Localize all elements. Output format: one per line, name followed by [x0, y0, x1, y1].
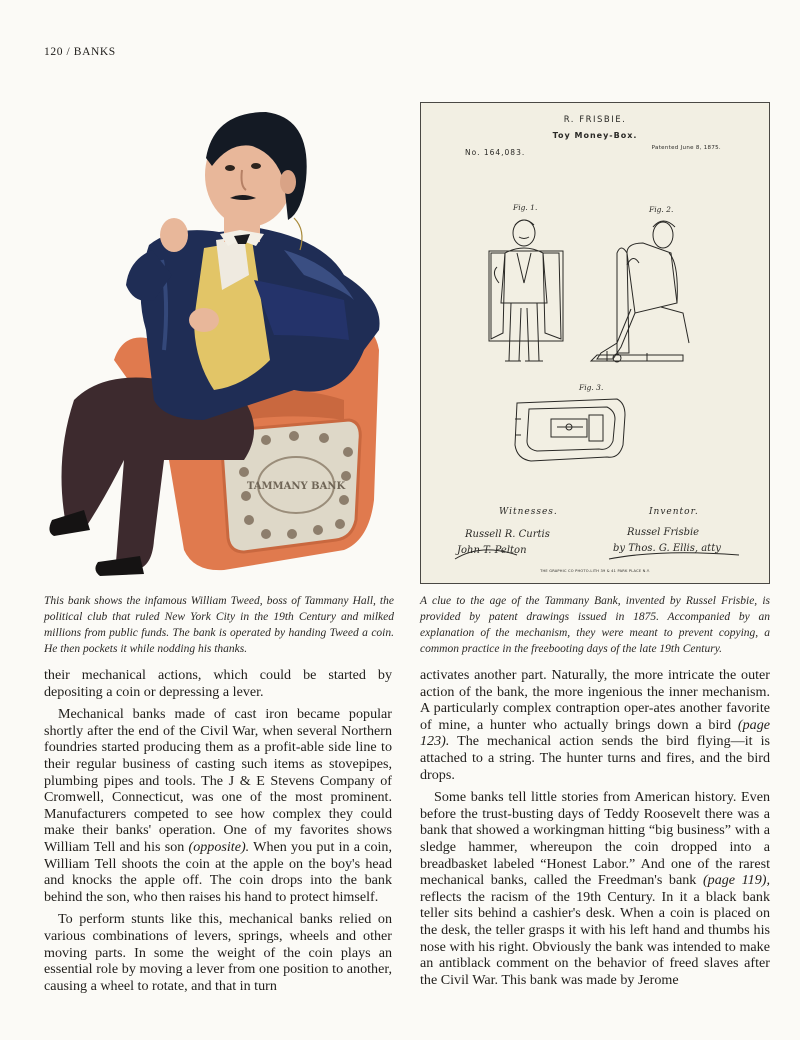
tammany-bank-photo	[44, 100, 396, 578]
body-paragraph: To perform stunts like this, mechanical banks relied on various combinations of levers, springs, wheels and other moving parts. In some the weight of the coin plays an essential role by moving a lever from one position to another, causing a wheel to rotate, and that in turn	[44, 911, 392, 994]
patent-date: Patented June 8, 1875.	[651, 145, 721, 151]
running-head: 120 / BANKS	[44, 46, 116, 58]
body-paragraph: their mechanical actions, which could be started by depositing a coin or depressing a lever.	[44, 667, 392, 700]
body-column-right	[420, 667, 770, 988]
fig-1-drawing	[489, 220, 563, 361]
witnesses-label: Witnesses.	[499, 507, 558, 517]
fig-3-label: Fig. 3.	[579, 383, 604, 392]
patent-inventor-name: R. FRISBIE.	[563, 115, 627, 125]
patent-caption: A clue to the age of the Tammany Bank, invented by Russel Frisbie, is provided by patent drawings issued in 1875. Accompanied by an explanation of the mechanism, they were meant to prevent copying, a common practice in the freebooting days of the late 19th Century.	[420, 595, 770, 655]
body-column-left	[44, 667, 392, 994]
patent-drawing	[420, 102, 770, 584]
cross-reference: (page 123).	[420, 716, 770, 750]
cross-reference: (opposite).	[188, 838, 250, 855]
fig-1-label: Fig. 1.	[513, 203, 538, 212]
bank-inscription: TAMMANY BANK	[246, 481, 346, 492]
inventor-label: Inventor.	[649, 507, 699, 517]
witness-signature-1: Russell R. Curtis	[465, 529, 550, 540]
cross-reference: (page 119),	[702, 872, 770, 889]
inventor-signature: Russel Frisbie	[627, 527, 700, 538]
photo-caption: This bank shows the infamous William Tweed, boss of Tammany Hall, the political club that ruled New York City in the 19th Century and milked millions from public funds. The bank is operated by handing Tweed a coin. He then pockets it while nodding his thanks.	[44, 595, 394, 655]
patent-title: Toy Money-Box.	[552, 131, 638, 140]
lithographer-credit: THE GRAPHIC CO PHOTO-LITH 39 & 41 PARK PLACE N.Y.	[540, 569, 650, 573]
attorney-signature: by Thos. G. Ellis, atty	[613, 543, 721, 554]
body-paragraph: Some banks tell little stories from American history. Even before the trust-busting days of Teddy Roosevelt there was a bank that showed a workingman hitting “big business” with a sledge hammer, whereupon the coin dropped into a breadbasket labeled “Honest Labor.” And one of the rarest mechanical banks, called the Freedman's bank (page 119), reflects the racism of the 19th Century. In it a black bank teller sits behind a cashier's desk. When a coin is placed on the desk, the teller grasps it with his left hand and thumbs his nose with his right. Obviously the bank was intended to make an antiblack comment on the behavior of freed slaves after the Civil War. This bank was made by Jerome	[420, 789, 770, 988]
body-paragraph: activates another part. Naturally, the more intricate the outer action of the bank, the more ingenious the inner mechanism. A particularly complex contraption oper-ates another favorite of mine, a hunter who actually brings down a bird (page 123). The mechanical action sends the bird flying—it is attached to a string. The hunter turns and fires, and the bird drops.	[420, 667, 770, 783]
witness-signature-2: John T. Pelton	[457, 545, 527, 556]
patent-line-drawings	[421, 103, 768, 582]
fig-2-label: Fig. 2.	[649, 205, 674, 214]
patent-number: No. 164,083.	[465, 148, 526, 157]
body-paragraph: Mechanical banks made of cast iron became popular shortly after the end of the Civil War, when several Northern foundries started producing them as a profit-able side line to their regular business of casting such items as stovepipes, plumbing pipes and tools. The J & E Stevens Company of Cromwell, Connecticut, was one of the most prominent. Manufacturers competed to see how complex they could make their banks' operation. One of my favorites shows William Tell and his son (opposite). When you put in a coin, William Tell shoots the coin at the apple on the boy's head and knocks the apple off. The coin drops into the bank behind the son, who then raises his hand to protect himself.	[44, 706, 392, 905]
fig-3-drawing	[515, 399, 625, 461]
fig-2-drawing	[591, 221, 689, 362]
